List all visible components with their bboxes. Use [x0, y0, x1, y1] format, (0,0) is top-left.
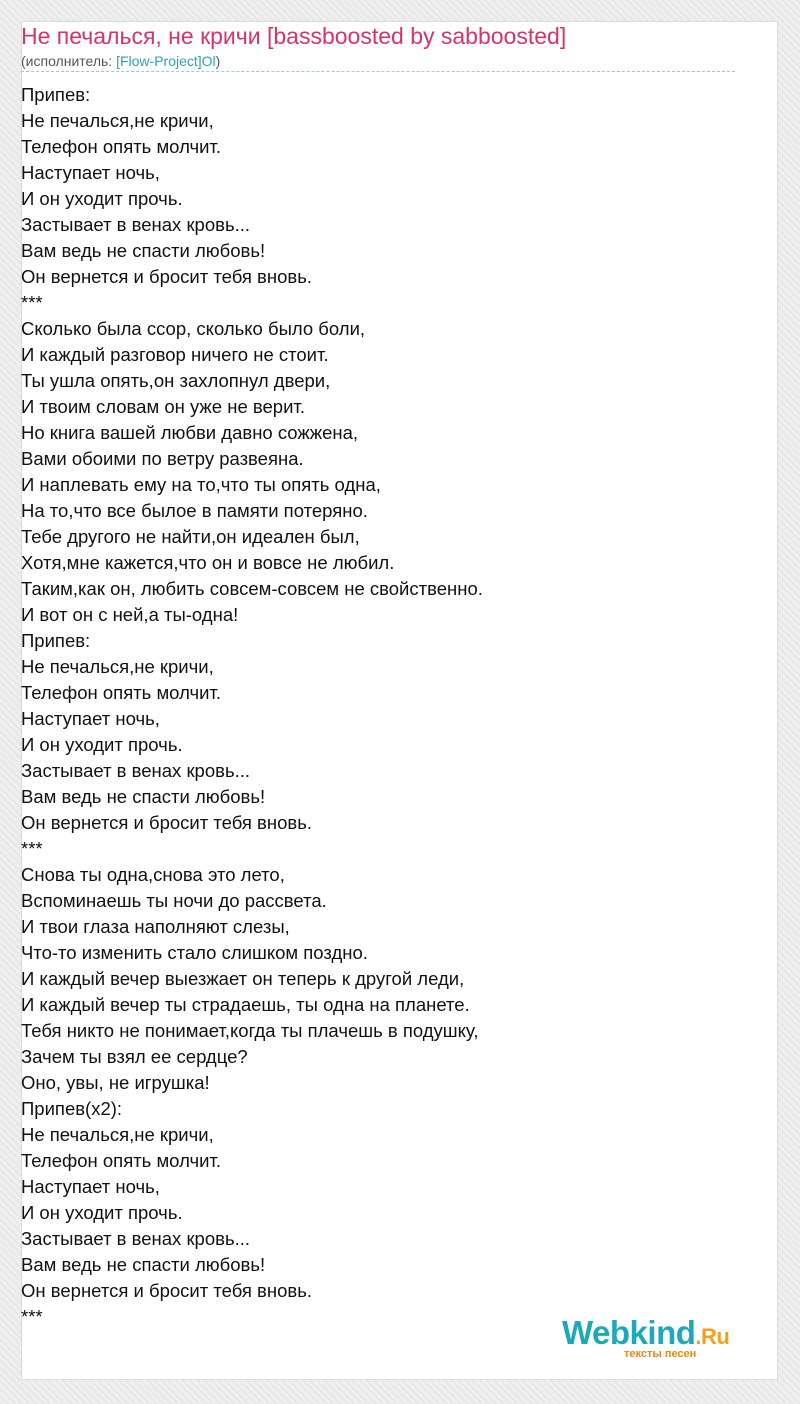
logo-tagline: тексты песен — [624, 1348, 697, 1360]
lyric-line: Он вернется и бросит тебя вновь. — [21, 266, 312, 287]
lyric-line: Тебя никто не понимает,когда ты плачешь в подушку, — [21, 1020, 479, 1041]
song-title: Не печалься, не кричи [bassboosted by sabboosted] — [21, 23, 567, 49]
lyric-line: Вам ведь не спасти любовь! — [21, 1254, 266, 1275]
lyric-line: Сколько была ссор, сколько было боли, — [21, 318, 366, 339]
artist-prefix: (исполнитель: — [21, 53, 117, 69]
lyric-line: Наступает ночь, — [21, 708, 160, 729]
lyric-line: И он уходит прочь. — [21, 1202, 183, 1223]
lyric-line: Наступает ночь, — [21, 162, 160, 183]
title-divider — [21, 71, 735, 72]
lyric-line: Оно, увы, не игрушка! — [21, 1072, 210, 1093]
logo-name: Webkind — [562, 1314, 696, 1351]
lyric-line: И он уходит прочь. — [21, 188, 183, 209]
lyric-line: Таким,как он, любить совсем-совсем не свойственно. — [21, 578, 483, 599]
lyric-line: Телефон опять молчит. — [21, 1150, 221, 1171]
lyric-line: Что-то изменить стало слишком поздно. — [21, 942, 368, 963]
lyric-line: И каждый разговор ничего не стоит. — [21, 344, 329, 365]
lyric-line: Телефон опять молчит. — [21, 682, 221, 703]
lyric-line: Телефон опять молчит. — [21, 136, 221, 157]
lyric-line: И каждый вечер ты страдаешь, ты одна на планете. — [21, 994, 470, 1015]
lyric-line: Застывает в венах кровь... — [21, 1228, 251, 1249]
lyric-line: *** — [21, 838, 43, 859]
lyric-line: Припев: — [21, 630, 91, 651]
artist-link[interactable]: [Flow-Project]Ol — [116, 53, 216, 69]
lyric-line: Вам ведь не спасти любовь! — [21, 240, 266, 261]
artist-line — [21, 52, 220, 70]
lyric-line: Не печалься,не кричи, — [21, 656, 214, 677]
lyric-line: И твои глаза наполняют слезы, — [21, 916, 290, 937]
lyric-line: Припев(x2): — [21, 1098, 123, 1119]
lyric-line: *** — [21, 1306, 43, 1327]
lyric-line: Застывает в венах кровь... — [21, 760, 251, 781]
lyric-line: Вам ведь не спасти любовь! — [21, 786, 266, 807]
artist-suffix: ) — [215, 53, 221, 69]
lyric-line: Наступает ночь, — [21, 1176, 160, 1197]
lyric-line: Застывает в венах кровь... — [21, 214, 251, 235]
lyric-line: Не печалься,не кричи, — [21, 1124, 214, 1145]
lyric-line: Он вернется и бросит тебя вновь. — [21, 812, 312, 833]
lyric-line: И он уходит прочь. — [21, 734, 183, 755]
lyric-line: Он вернется и бросит тебя вновь. — [21, 1280, 312, 1301]
logo-suffix: .Ru — [695, 1324, 730, 1349]
lyric-line: Снова ты одна,снова это лето, — [21, 864, 285, 885]
site-logo[interactable] — [562, 1314, 752, 1360]
lyric-line: *** — [21, 292, 43, 313]
lyric-line: Зачем ты взял ее сердце? — [21, 1046, 248, 1067]
lyric-line: И наплевать ему на то,что ты опять одна, — [21, 474, 381, 495]
lyric-line: Вспоминаешь ты ночи до рассвета. — [21, 890, 327, 911]
lyrics-text — [21, 82, 483, 1330]
lyric-line: Но книга вашей любви давно сожжена, — [21, 422, 359, 443]
lyric-line: И вот он с ней,а ты-одна! — [21, 604, 239, 625]
lyric-line: Припев: — [21, 84, 91, 105]
lyric-line: Вами обоими по ветру развеяна. — [21, 448, 304, 469]
lyric-line: Не печалься,не кричи, — [21, 110, 214, 131]
lyric-line: Хотя,мне кажется,что он и вовсе не любил. — [21, 552, 395, 573]
lyric-line: На то,что все былое в памяти потеряно. — [21, 500, 368, 521]
lyric-line: Ты ушла опять,он захлопнул двери, — [21, 370, 331, 391]
lyric-line: И каждый вечер выезжает он теперь к другой леди, — [21, 968, 465, 989]
lyric-line: И твоим словам он уже не верит. — [21, 396, 305, 417]
lyric-line: Тебе другого не найти,он идеален был, — [21, 526, 360, 547]
